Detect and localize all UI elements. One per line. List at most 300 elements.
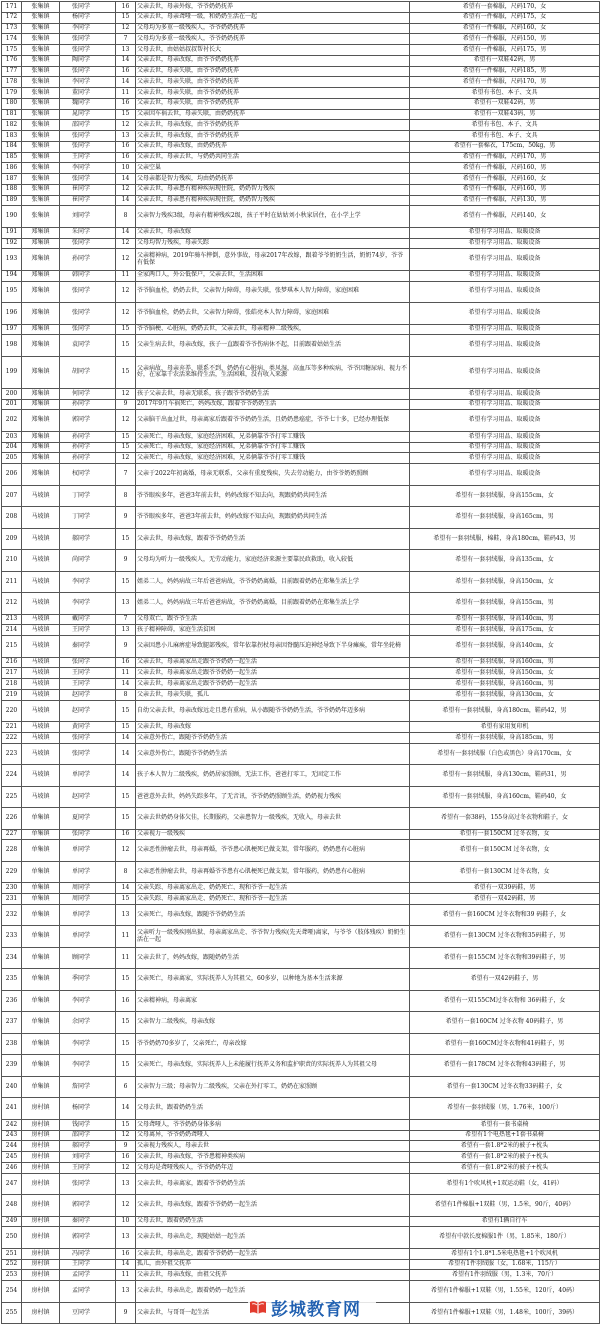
cell-name: 单同学	[60, 840, 116, 862]
cell-town: 郑集镇	[22, 442, 60, 453]
cell-name: 李同学	[60, 1055, 116, 1077]
cell-age: 14	[116, 743, 136, 765]
cell-situation: 爷爷眼疾多年，爸爸3年前去世，妈妈改嫁不知去向，现跟奶奶共同生活	[136, 485, 410, 507]
table-row	[2, 410, 600, 432]
cell-situation: 姐弟二人，妈妈病故三年后爸爸病故，爷爷奶奶离婚，目前跟着奶奶在郑集生活上学	[136, 593, 410, 615]
table-row	[2, 1012, 600, 1034]
cell-name: 王同学	[60, 668, 116, 679]
cell-town: 张集镇	[22, 163, 60, 174]
cell-wish: 希望有一套38码，155身高过冬衣物和鞋子，女	[410, 808, 600, 830]
cell-age: 11	[116, 926, 136, 948]
cell-situation: 父亲死亡，母亲改嫁，家庭经济困难，兄弟俩靠爷爷打零工赚钱	[136, 442, 410, 453]
cell-town: 房村镇	[22, 1195, 60, 1217]
cell-name: 崔同学	[60, 195, 116, 206]
cell-age: 7	[116, 34, 136, 45]
cell-no: 181	[2, 109, 22, 120]
cell-situation: 父亲去世，母亲改嫁，由爷爷奶奶抚养	[136, 55, 410, 66]
cell-town: 房村镇	[22, 1141, 60, 1152]
cell-town: 郑集镇	[22, 270, 60, 281]
cell-wish: 希望有一套羽绒服，身高155cm，男	[410, 593, 600, 615]
cell-no: 223	[2, 743, 22, 765]
cell-age: 12	[116, 453, 136, 464]
cell-name: 何同学	[60, 388, 116, 399]
cell-town: 郑集镇	[22, 303, 60, 325]
cell-situation: 孩子父亲去世，母亲无联系，孩子跟爷爷奶奶生活	[136, 388, 410, 399]
table-row	[2, 926, 600, 948]
cell-no: 230	[2, 883, 22, 894]
cell-name: 豆同学	[60, 1302, 116, 1324]
cell-name: 张同学	[60, 743, 116, 765]
cell-wish: 希望有一套羽绒服，身高175cm，女	[410, 625, 600, 636]
cell-town: 马坡镇	[22, 657, 60, 668]
table-row	[2, 442, 600, 453]
cell-age: 16	[116, 152, 136, 163]
cell-age: 8	[116, 861, 136, 883]
cell-no: 194	[2, 270, 22, 281]
cell-wish: 希望有1辆自行车	[410, 1216, 600, 1227]
table-row	[2, 1259, 600, 1270]
cell-age: 12	[116, 410, 136, 432]
cell-town: 房村镇	[22, 1227, 60, 1249]
cell-situation: 父亲去世，母亲失联，由爷爷奶奶抚养	[136, 88, 410, 99]
cell-age: 15	[116, 1055, 136, 1077]
watermark-text: 彭城教育网	[271, 1299, 361, 1320]
cell-situation: 父亲视力一级残疾	[136, 829, 410, 840]
table-row	[2, 238, 600, 249]
cell-no: 249	[2, 1216, 22, 1227]
cell-name: 郭同学	[60, 1227, 116, 1249]
table-row	[2, 324, 600, 335]
cell-age: 14	[116, 732, 136, 743]
cell-situation: 父亲去世了，妈妈改嫁，跟随奶奶生活	[136, 947, 410, 969]
cell-no: 232	[2, 904, 22, 926]
cell-situation: 父母去世，跟着奶奶生活	[136, 1216, 410, 1227]
cell-situation: 2017年9月车祸死亡，妈妈改嫁，跟着爷爷奶奶生活	[136, 399, 410, 410]
cell-age: 13	[116, 1227, 136, 1249]
cell-age: 13	[116, 904, 136, 926]
table-row	[2, 614, 600, 625]
cell-wish: 希望有一套羽绒服，身高135cm，女	[410, 550, 600, 572]
cell-name: 张同学	[60, 66, 116, 77]
cell-wish: 希望有学习用品、取暖设备	[410, 464, 600, 486]
cell-wish: 希望有一套1.8*2米的被子+枕头	[410, 1152, 600, 1163]
cell-age: 9	[116, 550, 136, 572]
cell-situation: 父亲死亡，母亲离家，实际抚养人为其祖父，60多岁，以种地为基本生活来源	[136, 969, 410, 991]
cell-no: 201	[2, 399, 22, 410]
cell-wish: 希望有学习用品、取暖设备	[410, 410, 600, 432]
cell-age: 16	[116, 98, 136, 109]
cell-name: 邵同学	[60, 1130, 116, 1141]
cell-town: 房村镇	[22, 1119, 60, 1130]
cell-town: 房村镇	[22, 1281, 60, 1303]
table-row	[2, 270, 600, 281]
table-row	[2, 657, 600, 668]
cell-name: 周同学	[60, 894, 116, 905]
cell-town: 单集镇	[22, 829, 60, 840]
cell-wish: 希望有一套羽绒服，身高140cm，男	[410, 614, 600, 625]
cell-wish: 希望有学习用品、取暖设备	[410, 303, 600, 325]
table-row	[2, 23, 600, 34]
cell-name: 张同学	[60, 829, 116, 840]
cell-age: 14	[116, 174, 136, 185]
cell-age: 15	[116, 571, 136, 593]
table-row	[2, 12, 600, 23]
cell-wish: 希望有书包、本子、文具	[410, 131, 600, 142]
cell-wish: 希望有一件棉服，尺码175，女	[410, 12, 600, 23]
cell-age: 14	[116, 55, 136, 66]
table-row	[2, 163, 600, 174]
cell-age: 15	[116, 1033, 136, 1055]
cell-age: 15	[116, 969, 136, 991]
cell-wish: 希望有一件棉服，尺码170，男	[410, 77, 600, 88]
cell-wish: 希望有书包、本子、文具	[410, 88, 600, 99]
cell-wish: 希望有中款长度棉服1件（男，1.85米，180斤）	[410, 1227, 600, 1249]
cell-town: 郑集镇	[22, 324, 60, 335]
cell-no: 210	[2, 550, 22, 572]
student-table	[1, 1, 600, 1324]
cell-wish: 希望有一套羽绒服，身高130cm，鞋码31，男	[410, 765, 600, 787]
cell-name: 秦同学	[60, 1216, 116, 1227]
cell-wish: 希望有一件棉服，尺码175，男	[410, 45, 600, 56]
cell-age: 12	[116, 1162, 136, 1173]
cell-town: 单集镇	[22, 990, 60, 1012]
cell-name: 张同学	[60, 657, 116, 668]
cell-wish: 希望有学习用品、取暖设备	[410, 388, 600, 399]
cell-no: 221	[2, 722, 22, 733]
cell-situation: 父亲去世，母亲外嫁，爷爷奶奶抚养	[136, 2, 410, 13]
cell-name: 孙同学	[60, 431, 116, 442]
table-row	[2, 464, 600, 486]
cell-no: 202	[2, 410, 22, 432]
cell-town: 郑集镇	[22, 399, 60, 410]
cell-name: 顾同学	[60, 947, 116, 969]
table-row	[2, 1152, 600, 1163]
cell-name: 孙同学	[60, 399, 116, 410]
cell-town: 单集镇	[22, 1033, 60, 1055]
cell-age: 16	[116, 829, 136, 840]
cell-situation: 父亲去世，母亲离家出走跟爷爷奶奶一起生活	[136, 668, 410, 679]
cell-town: 单集镇	[22, 894, 60, 905]
table-row	[2, 55, 600, 66]
cell-age: 6	[116, 1076, 136, 1098]
cell-no: 188	[2, 184, 22, 195]
cell-situation: 父亲去世，母亲改嫁	[136, 722, 410, 733]
cell-wish: 希望有一套羽绒服，身高160cm，鞋码40，女	[410, 786, 600, 808]
cell-situation: 父亲去世，母亲改嫁，由祖父抚养	[136, 1270, 410, 1281]
cell-wish: 希望有一套羽绒服（白色或黑色）身高170cm，女	[410, 743, 600, 765]
cell-no: 208	[2, 507, 22, 529]
cell-age: 11	[116, 1270, 136, 1281]
cell-no: 222	[2, 732, 22, 743]
cell-situation: 父亲去世，母亲失联，由爷爷奶奶抚养	[136, 77, 410, 88]
cell-name: 朱同学	[60, 227, 116, 238]
cell-situation: 父亲去世，母亲改嫁，跟着爷爷奶奶生活	[136, 528, 410, 550]
cell-town: 张集镇	[22, 131, 60, 142]
cell-wish: 希望有学习用品、取暖设备	[410, 442, 600, 453]
cell-wish: 希望有学习用品、取暖设备	[410, 238, 600, 249]
cell-no: 243	[2, 1130, 22, 1141]
cell-town: 郑集镇	[22, 453, 60, 464]
cell-no: 200	[2, 388, 22, 399]
cell-age: 12	[116, 281, 136, 303]
table-row	[2, 34, 600, 45]
cell-age: 14	[116, 195, 136, 206]
cell-situation: 父亲去世，母亲出走，跟着奶奶一起生活	[136, 1281, 410, 1303]
cell-situation: 父亲去世奶奶身体欠佳，长期服药，父亲患智力一级残疾，无收入，母亲去世	[136, 808, 410, 830]
cell-town: 郑集镇	[22, 356, 60, 388]
cell-town: 马坡镇	[22, 571, 60, 593]
cell-name: 王同学	[60, 1259, 116, 1270]
cell-age: 15	[116, 700, 136, 722]
table-row	[2, 184, 600, 195]
cell-name: 李同学	[60, 1033, 116, 1055]
cell-age: 8	[116, 206, 136, 228]
cell-town: 马坡镇	[22, 614, 60, 625]
cell-town: 张集镇	[22, 109, 60, 120]
cell-town: 郑集镇	[22, 410, 60, 432]
cell-age: 15	[116, 335, 136, 357]
cell-age: 16	[116, 1152, 136, 1163]
cell-no: 251	[2, 1248, 22, 1259]
cell-situation: 父亲因车祸去世，母亲失联，由奶奶抚养	[136, 109, 410, 120]
cell-wish: 希望有一套羽绒服，身高160cm，男	[410, 657, 600, 668]
cell-situation: 父亲去世，母亲改嫁	[136, 227, 410, 238]
cell-town: 马坡镇	[22, 700, 60, 722]
table-row	[2, 625, 600, 636]
cell-wish: 希望有1个1.8*1.5米电热毯+1个吹风机	[410, 1248, 600, 1259]
cell-wish: 希望有一套羽绒服，身高130cm，女	[410, 689, 600, 700]
cell-name: 张同学	[60, 281, 116, 303]
cell-situation: 父亲智力二级残疾，母亲改嫁	[136, 1012, 410, 1034]
cell-wish: 希望有1件羽绒服（男，1.3米，70斤）	[410, 1270, 600, 1281]
cell-name: 韩同学	[60, 270, 116, 281]
cell-situation: 爷爷奶奶70多岁了，父亲死亡，母亲改嫁	[136, 1033, 410, 1055]
cell-age: 12	[116, 23, 136, 34]
cell-situation: 爷爷眼疾多年，爸爸3年前去世，妈妈改嫁不知去向，现跟奶奶共同生活	[136, 507, 410, 529]
cell-town: 马坡镇	[22, 528, 60, 550]
cell-no: 193	[2, 249, 22, 271]
table-row	[2, 743, 600, 765]
cell-situation: 父亲去世，母亲离家出走跟爷爷奶奶一起生活	[136, 657, 410, 668]
cell-name: 单同学	[60, 926, 116, 948]
cell-town: 马坡镇	[22, 765, 60, 787]
table-row	[2, 1130, 600, 1141]
cell-situation: 全家两口人，外公低保户，父亲去世，生活困难	[136, 270, 410, 281]
cell-town: 郑集镇	[22, 281, 60, 303]
cell-town: 马坡镇	[22, 679, 60, 690]
cell-situation: 父亲去世，与哥哥一起生活	[136, 1302, 410, 1324]
cell-name: 丁同学	[60, 507, 116, 529]
table-row	[2, 98, 600, 109]
cell-age: 15	[116, 431, 136, 442]
cell-no: 241	[2, 1098, 22, 1120]
cell-situation: 爷爷脑梗、心脏病，奶奶去世，父亲去世，母亲精神二级残疾，	[136, 324, 410, 335]
cell-town: 房村镇	[22, 1302, 60, 1324]
cell-situation: 父母双亡，跟爷爷生活	[136, 614, 410, 625]
cell-situation: 爷爷脑血栓，奶奶去世，父亲智力障碍，张皓亮本人智力障碍，家庭困难	[136, 303, 410, 325]
cell-age: 16	[116, 657, 136, 668]
cell-situation: 父亲去世，母亲聋哑一级，和奶奶生活在一起	[136, 12, 410, 23]
cell-name: 赵同学	[60, 700, 116, 722]
cell-age: 16	[116, 141, 136, 152]
table-row	[2, 636, 600, 658]
cell-no: 191	[2, 227, 22, 238]
cell-no: 255	[2, 1302, 22, 1324]
cell-name: 刘同学	[60, 206, 116, 228]
cell-town: 房村镇	[22, 1162, 60, 1173]
cell-name: 单同学	[60, 765, 116, 787]
cell-name: 张同学	[60, 141, 116, 152]
cell-no: 229	[2, 861, 22, 883]
cell-situation: 父亲去世，母亲离家出走跟爷爷奶奶一起生活	[136, 679, 410, 690]
table-row	[2, 174, 600, 185]
cell-age: 15	[116, 356, 136, 388]
data-sheet	[1, 1, 599, 1323]
cell-wish: 希望有一套178CM 过冬衣物和43码鞋子，男	[410, 1055, 600, 1077]
cell-wish: 希望有一套160CM 过冬衣物和39 码鞋子，女	[410, 904, 600, 926]
cell-wish: 希望有一套棉服，尺码170，女	[410, 2, 600, 13]
cell-no: 178	[2, 77, 22, 88]
table-row	[2, 1216, 600, 1227]
cell-town: 张集镇	[22, 12, 60, 23]
cell-age: 13	[116, 1173, 136, 1195]
cell-name: 郭同学	[60, 410, 116, 432]
cell-no: 204	[2, 442, 22, 453]
cell-wish: 希望有一套155CM 过冬衣物和39码鞋子，男	[410, 947, 600, 969]
cell-situation: 父亲精神病，2019年骑车摔倒，意外事故，母亲2017年改嫁，跟着爷爷奶奶生活，奶奶74岁，爷爷有低保	[136, 249, 410, 271]
cell-no: 245	[2, 1152, 22, 1163]
cell-age: 15	[116, 1119, 136, 1130]
cell-situation: 父亲视力残疾人，母亲去世	[136, 1141, 410, 1152]
cell-situation: 父亲去世，母亲离家，跟着爷爷奶奶生活	[136, 1173, 410, 1195]
cell-wish: 希望有一套130CM 过冬衣物，女	[410, 861, 600, 883]
cell-age: 10	[116, 1216, 136, 1227]
cell-name: 赵同学	[60, 689, 116, 700]
cell-town: 单集镇	[22, 840, 60, 862]
cell-name: 周同学	[60, 883, 116, 894]
cell-age: 14	[116, 883, 136, 894]
cell-name: 钱同学	[60, 1119, 116, 1130]
cell-wish: 希望有学习用品、取暖设备	[410, 249, 600, 271]
cell-age: 11	[116, 668, 136, 679]
table-row	[2, 45, 600, 56]
cell-town: 马坡镇	[22, 743, 60, 765]
table-row	[2, 109, 600, 120]
cell-name: 杨同学	[60, 1098, 116, 1120]
table-row	[2, 550, 600, 572]
cell-no: 215	[2, 636, 22, 658]
cell-wish: 希望有学习用品、取暖设备	[410, 227, 600, 238]
cell-no: 218	[2, 679, 22, 690]
table-row	[2, 840, 600, 862]
cell-town: 马坡镇	[22, 550, 60, 572]
cell-age: 15	[116, 722, 136, 733]
table-row	[2, 131, 600, 142]
cell-no: 172	[2, 12, 22, 23]
cell-situation: 父亲去世，母亲改嫁，由爷爷奶奶抚养	[136, 120, 410, 131]
cell-name: 权同学	[60, 464, 116, 486]
cell-town: 马坡镇	[22, 722, 60, 733]
cell-town: 张集镇	[22, 120, 60, 131]
cell-wish: 希望有1件羽绒服（女，1.68米，115斤）	[410, 1259, 600, 1270]
cell-no: 247	[2, 1173, 22, 1195]
cell-situation: 父亲去世，母亲去世，与奶奶共同生活	[136, 152, 410, 163]
table-row	[2, 668, 600, 679]
cell-name: 张同学	[60, 303, 116, 325]
cell-town: 郑集镇	[22, 388, 60, 399]
cell-no: 203	[2, 431, 22, 442]
table-row	[2, 904, 600, 926]
cell-name: 余同学	[60, 1012, 116, 1034]
cell-town: 郑集镇	[22, 431, 60, 442]
cell-name: 张同学	[60, 2, 116, 13]
cell-name: 黄同学	[60, 722, 116, 733]
cell-name: 张同学	[60, 238, 116, 249]
cell-situation: 孩子精神障碍，家庭生活贫困	[136, 625, 410, 636]
site-watermark	[248, 1294, 376, 1320]
table-row	[2, 356, 600, 388]
cell-no: 184	[2, 141, 22, 152]
cell-no: 187	[2, 174, 22, 185]
cell-situation: 父亲去世，母亲失联，由爷爷奶奶抚养	[136, 66, 410, 77]
cell-name: 崔同学	[60, 184, 116, 195]
cell-situation: 父亲脑干出血过世，母亲离家后跟着爷爷奶奶生活，且奶奶患癌症，爷爷七十多，已经办理低保	[136, 410, 410, 432]
cell-name: 孙同学	[60, 442, 116, 453]
table-row	[2, 593, 600, 615]
cell-town: 单集镇	[22, 883, 60, 894]
cell-age: 15	[116, 442, 136, 453]
cell-name: 戴同学	[60, 614, 116, 625]
cell-age: 15	[116, 786, 136, 808]
cell-situation: 父亲生病去世，母亲改嫁，孩子一直跟着爷爷伤病休不起，目前跟着姑姑生活	[136, 335, 410, 357]
cell-wish: 希望有一套1.8*2米的被子+枕头	[410, 1141, 600, 1152]
cell-name: 李同学	[60, 163, 116, 174]
table-row	[2, 507, 600, 529]
cell-wish: 希望有一套羽绒服，身高140cm，女	[410, 636, 600, 658]
table-row	[2, 861, 600, 883]
cell-name: 王同学	[60, 152, 116, 163]
cell-town: 房村镇	[22, 1098, 60, 1120]
cell-wish: 希望有一件棉服，尺码160，男	[410, 184, 600, 195]
cell-situation: 父母均为多重一级残疾人，爷爷奶奶抚养	[136, 23, 410, 34]
cell-age: 12	[116, 238, 136, 249]
cell-no: 174	[2, 34, 22, 45]
table-row	[2, 388, 600, 399]
cell-name: 郝同学	[60, 1141, 116, 1152]
cell-age: 15	[116, 528, 136, 550]
cell-wish: 希望有一件棉服，尺码150，男	[410, 34, 600, 45]
cell-no: 217	[2, 668, 22, 679]
cell-situation: 父母聋哑人，爷爷奶奶身体多病	[136, 1119, 410, 1130]
cell-wish: 希望有学习用品、取暖设备	[410, 335, 600, 357]
cell-situation: 父亲死亡，母亲改嫁，实际抚养人上未能履行抚养义务和监护职责的实际抚养人为其祖父母	[136, 1055, 410, 1077]
cell-age: 8	[116, 485, 136, 507]
cell-situation: 父亲智力三级；母亲智力二级残疾，父亲在外打零工，奶奶在家照顾	[136, 1076, 410, 1098]
table-row	[2, 303, 600, 325]
cell-age: 13	[116, 131, 136, 142]
cell-name: 秦同学	[60, 636, 116, 658]
cell-wish: 希望有一件棉服，尺码160，女	[410, 174, 600, 185]
cell-situation: 爸爸意外去世，妈妈失踪多年，了无音讯，爷爷奶奶照顾生活，奶奶视力残疾	[136, 786, 410, 808]
cell-wish: 希望有一套羽绒服，身高165cm，男	[410, 507, 600, 529]
cell-no: 205	[2, 453, 22, 464]
cell-situation: 父母去世，跟着奶奶生活	[136, 1098, 410, 1120]
cell-no: 190	[2, 206, 22, 228]
cell-name: 邵同学	[60, 120, 116, 131]
table-row	[2, 195, 600, 206]
cell-no: 242	[2, 1119, 22, 1130]
cell-no: 238	[2, 1033, 22, 1055]
